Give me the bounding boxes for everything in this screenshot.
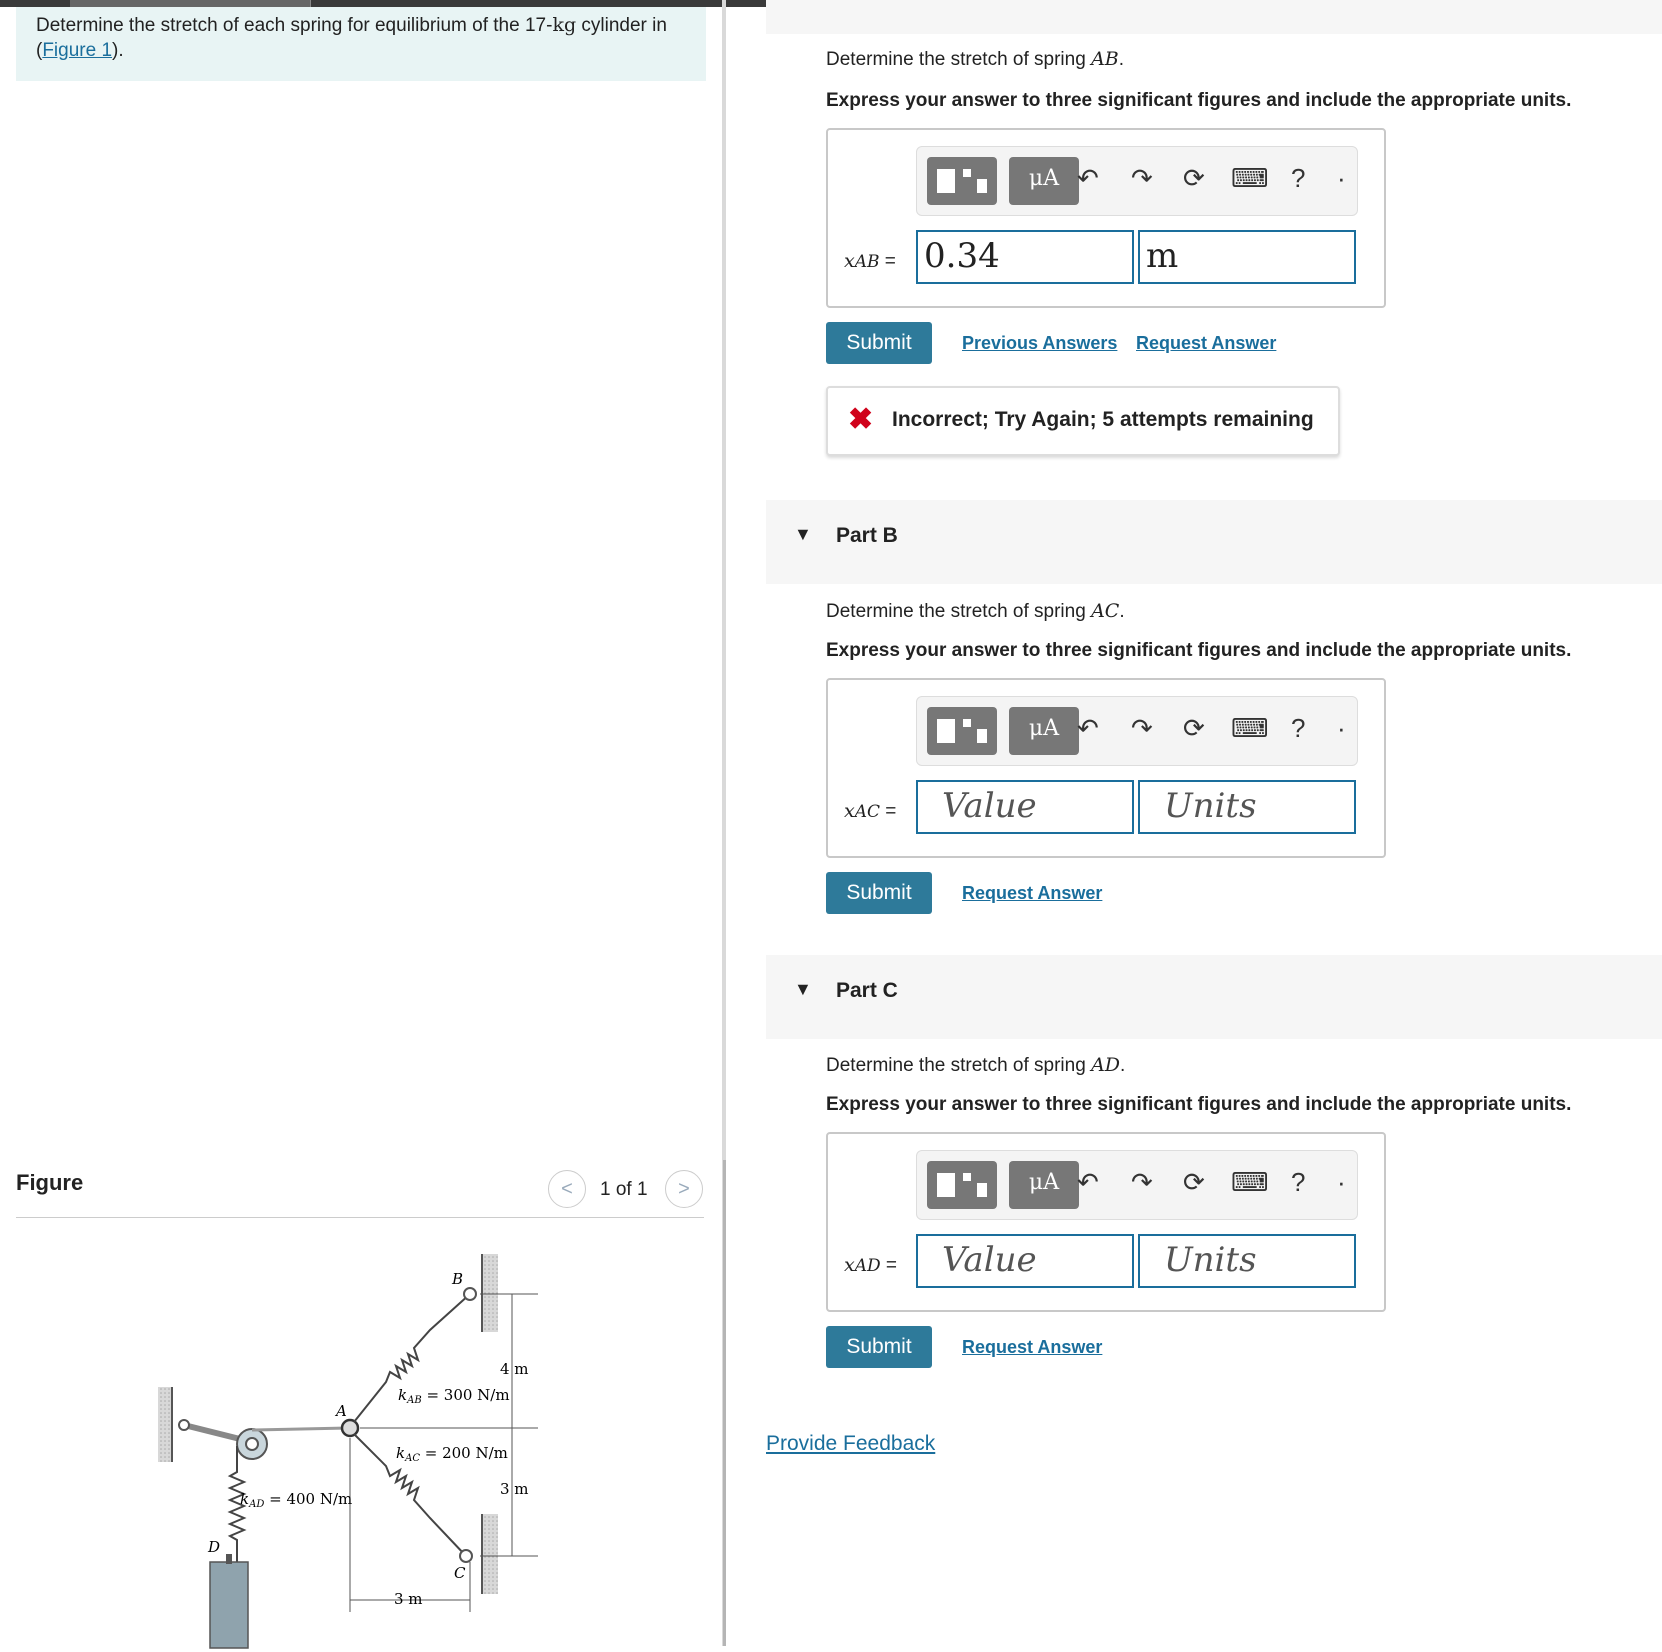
chevron-right-icon: > bbox=[678, 1177, 690, 1200]
symbols-button[interactable]: μA bbox=[1009, 157, 1079, 205]
keyboard-icon[interactable]: ⌨ bbox=[1231, 163, 1269, 193]
more-icon: · bbox=[1337, 163, 1346, 193]
templates-button[interactable] bbox=[927, 1161, 997, 1209]
problem-text-part: cylinder in bbox=[576, 15, 667, 36]
more-icon: · bbox=[1337, 1167, 1346, 1197]
undo-icon[interactable]: ↶ bbox=[1077, 1167, 1099, 1197]
help-icon[interactable]: ? bbox=[1291, 163, 1306, 193]
template-icon bbox=[963, 169, 971, 177]
problem-text-part: Determine the stretch of each spring for equilibrium of the 17- bbox=[36, 15, 553, 36]
part-b-header[interactable] bbox=[766, 500, 1662, 584]
caret-down-icon[interactable]: ▼ bbox=[794, 979, 812, 999]
prompt-text: Determine the stretch of spring bbox=[826, 49, 1092, 70]
cylinder bbox=[210, 1562, 248, 1648]
var-label-xac: xAC = bbox=[844, 800, 897, 822]
paren: ). bbox=[112, 40, 124, 61]
templates-button[interactable] bbox=[927, 157, 997, 205]
previous-answers-link[interactable]: Previous Answers bbox=[962, 333, 1118, 353]
value-input[interactable]: Value bbox=[916, 1234, 1134, 1288]
figure-title: Figure bbox=[16, 1170, 84, 1195]
prompt-text: Determine the stretch of spring bbox=[826, 1055, 1092, 1076]
request-answer-link[interactable]: Request Answer bbox=[1136, 333, 1277, 353]
prompt-text: . bbox=[1118, 49, 1125, 70]
template-icon bbox=[977, 729, 987, 743]
part-b-prompt bbox=[826, 600, 1125, 623]
more-icon: · bbox=[1337, 713, 1346, 743]
label-kac: $k_{AC} = 200$ N/m bbox=[396, 1444, 508, 1464]
undo-icon[interactable]: ↶ bbox=[1077, 713, 1099, 743]
math-toolbar bbox=[916, 1150, 1358, 1220]
request-answer-link[interactable]: Request Answer bbox=[962, 1337, 1103, 1357]
part-a-prompt bbox=[826, 48, 1124, 71]
feedback-message bbox=[826, 386, 1340, 456]
part-c-title: Part C bbox=[836, 979, 898, 1002]
wall-c bbox=[482, 1514, 498, 1594]
prev-figure-button[interactable] bbox=[548, 1170, 586, 1208]
error-icon: ✖ bbox=[848, 403, 874, 436]
left-wall bbox=[158, 1387, 172, 1462]
figure-divider bbox=[16, 1217, 704, 1218]
label-3m-horizontal: 3 m bbox=[394, 1590, 423, 1608]
provide-feedback-link[interactable]: Provide Feedback bbox=[766, 1432, 936, 1455]
label-c: C bbox=[454, 1564, 466, 1582]
prompt-var: AB bbox=[1091, 48, 1119, 70]
label-b: B bbox=[452, 1270, 464, 1288]
left-panel bbox=[0, 7, 722, 1646]
template-icon bbox=[937, 169, 955, 193]
math-toolbar bbox=[916, 146, 1358, 216]
prompt-text: Determine the stretch of spring bbox=[826, 601, 1092, 622]
value-input[interactable]: 0.34 bbox=[916, 230, 1134, 284]
part-c-header[interactable] bbox=[766, 955, 1662, 1039]
figure-link[interactable]: Figure 1 bbox=[42, 40, 113, 61]
figure-page-indicator: 1 of 1 bbox=[600, 1179, 648, 1200]
part-c-instruction: Express your answer to three significant figures and include the appropriate units. bbox=[826, 1094, 1572, 1115]
part-b-instruction: Express your answer to three significant figures and include the appropriate units. bbox=[826, 640, 1572, 661]
problem-text bbox=[16, 7, 706, 69]
submit-button[interactable]: Submit bbox=[826, 1326, 932, 1368]
label-a: A bbox=[336, 1402, 347, 1420]
problem-statement bbox=[16, 7, 706, 81]
keyboard-icon[interactable]: ⌨ bbox=[1231, 713, 1269, 743]
redo-icon[interactable]: ↷ bbox=[1131, 163, 1153, 193]
tab-segment[interactable] bbox=[70, 0, 311, 7]
prompt-var: AC bbox=[1091, 600, 1120, 622]
part-a-instruction: Express your answer to three significant figures and include the appropriate units. bbox=[826, 90, 1572, 111]
submit-button[interactable]: Submit bbox=[826, 872, 932, 914]
units-input[interactable]: Units bbox=[1138, 780, 1356, 834]
part-b-title: Part B bbox=[836, 524, 898, 547]
math-toolbar bbox=[916, 696, 1358, 766]
units-input[interactable]: Units bbox=[1138, 1234, 1356, 1288]
var-label-xad: xAD = bbox=[844, 1254, 898, 1276]
label-kad: $k_{AD} = 400$ N/m bbox=[240, 1490, 353, 1510]
label-3m-vertical: 3 m bbox=[500, 1480, 529, 1498]
reset-icon[interactable]: ⟳ bbox=[1183, 1167, 1205, 1197]
ring-a bbox=[342, 1420, 358, 1436]
units-input[interactable]: m bbox=[1138, 230, 1356, 284]
part-b-answer-box bbox=[826, 678, 1386, 858]
label-d: D bbox=[208, 1538, 221, 1556]
templates-button[interactable] bbox=[927, 707, 997, 755]
template-icon bbox=[963, 719, 971, 727]
symbols-button[interactable]: μA bbox=[1009, 1161, 1079, 1209]
label-kab: $k_{AB} = 300$ N/m bbox=[398, 1386, 510, 1406]
chevron-left-icon: < bbox=[561, 1177, 573, 1200]
reset-icon[interactable]: ⟳ bbox=[1183, 713, 1205, 743]
reset-icon[interactable]: ⟳ bbox=[1183, 163, 1205, 193]
value-input[interactable]: Value bbox=[916, 780, 1134, 834]
feedback-text: Incorrect; Try Again; 5 attempts remaining bbox=[892, 408, 1314, 431]
right-panel bbox=[726, 0, 1662, 1646]
part-a-header bbox=[766, 0, 1662, 34]
redo-icon[interactable]: ↷ bbox=[1131, 713, 1153, 743]
redo-icon[interactable]: ↷ bbox=[1131, 1167, 1153, 1197]
label-4m: 4 m bbox=[500, 1360, 529, 1378]
tab-segment[interactable] bbox=[0, 0, 71, 7]
wall-b bbox=[482, 1254, 498, 1332]
prompt-text: . bbox=[1120, 1055, 1126, 1076]
submit-button[interactable]: Submit bbox=[826, 322, 932, 364]
next-figure-button[interactable] bbox=[665, 1170, 703, 1208]
prompt-var: AD bbox=[1091, 1054, 1121, 1076]
undo-icon[interactable]: ↶ bbox=[1077, 163, 1099, 193]
template-icon bbox=[977, 1183, 987, 1197]
part-a-answer-box bbox=[826, 128, 1386, 308]
spring-system-figure bbox=[140, 1232, 590, 1652]
template-icon bbox=[937, 719, 955, 743]
template-icon bbox=[937, 1173, 955, 1197]
caret-down-icon[interactable]: ▼ bbox=[794, 524, 812, 544]
paren: ( bbox=[36, 40, 43, 61]
request-answer-link[interactable]: Request Answer bbox=[962, 883, 1103, 903]
help-icon[interactable]: ? bbox=[1291, 1167, 1306, 1197]
cable bbox=[252, 1428, 348, 1430]
symbols-button[interactable]: μA bbox=[1009, 707, 1079, 755]
problem-unit: kg bbox=[552, 14, 577, 36]
prompt-text: . bbox=[1119, 601, 1125, 622]
template-icon bbox=[977, 179, 987, 193]
keyboard-icon[interactable]: ⌨ bbox=[1231, 1167, 1269, 1197]
part-c-answer-box bbox=[826, 1132, 1386, 1312]
part-c-prompt bbox=[826, 1054, 1125, 1077]
help-icon[interactable]: ? bbox=[1291, 713, 1306, 743]
var-label-xab: xAB = bbox=[844, 250, 896, 272]
template-icon bbox=[963, 1173, 971, 1181]
